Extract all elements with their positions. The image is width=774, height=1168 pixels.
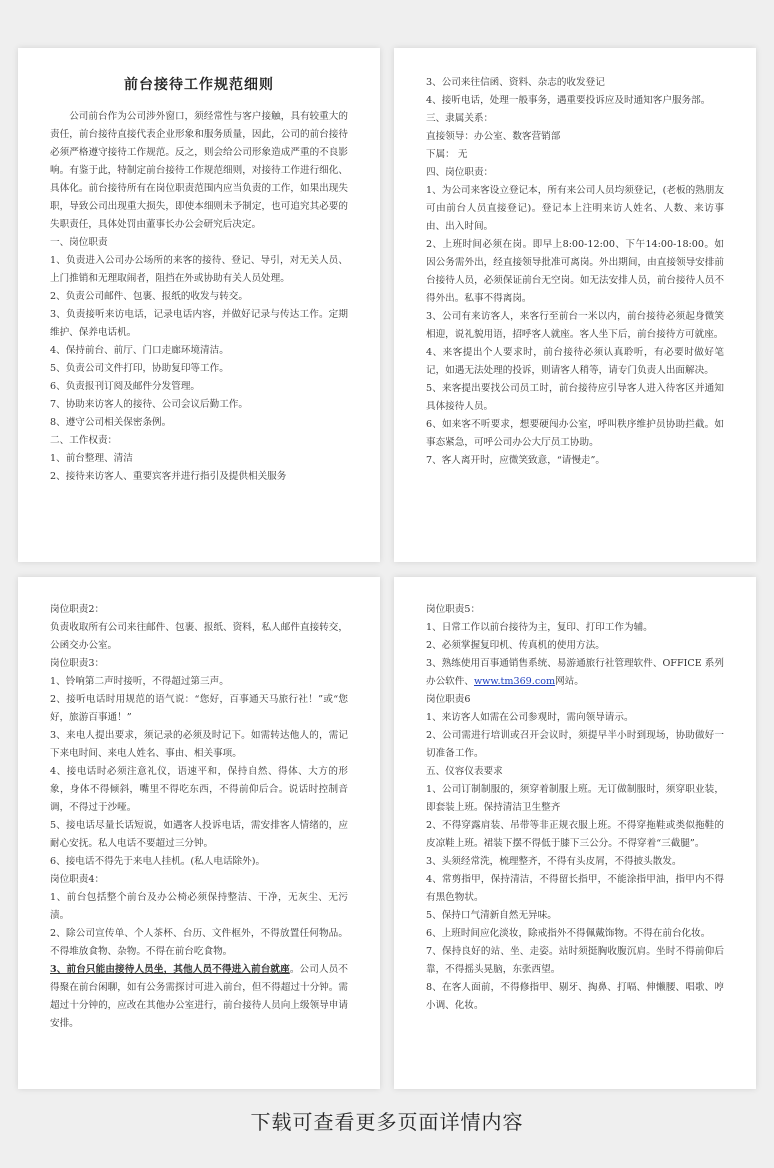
text-line: 1、铃响第二声时接听，不得超过第三声。 [50, 676, 229, 687]
text-line: 2、除公司宣传单、个人茶杯、台历、文件框外，不得放置任何物品。不得堆放食物、杂物。不得在前台吃食物。 [50, 928, 348, 957]
text-line: 岗位职责2： [50, 604, 105, 615]
text-line: 负责收取所有公司来往邮件、包裹、报纸、资料，私人邮件直接转交，公函交办公室。 [50, 622, 348, 651]
text-line: 4、保持前台、前厅、门口走廊环境清洁。 [50, 345, 229, 356]
software-skill-end: 网站。 [555, 676, 584, 687]
text-line: 7、保持良好的站、坐、走姿。站时须挺胸收腹沉肩。坐时不得前仰后靠，不得摇头晃脑，东张西望。 [426, 946, 724, 975]
text-line: 岗位职责4： [50, 874, 105, 885]
text-line: 7、协助来访客人的接待、公司会议后勤工作。 [50, 399, 248, 410]
text-line: 6、接电话不得先于来电人挂机。(私人电话除外)。 [50, 856, 266, 867]
text-line: 8、遵守公司相关保密条例。 [50, 417, 172, 428]
rule-continuation: 。公司人员不得聚在前台闲聊，如有公务需探讨可进入前台，但不得超过十分钟。需超过十分钟的，应改在其他办公室进行，前台接待人员向上级领导申请安排。 [50, 964, 348, 1029]
text-line: 岗位职责6 [426, 694, 471, 705]
text-line: 2、负责公司邮件、包裹、报纸的收发与转交。 [50, 291, 248, 302]
page-3-lines [50, 601, 348, 961]
front-desk-seating-rule [50, 961, 348, 1033]
text-line: 5、负责公司文件打印，协助复印等工作。 [50, 363, 229, 374]
text-line: 7、客人离开时，应微笑致意，“请慢走”。 [426, 455, 606, 466]
page-2-lines [426, 74, 724, 470]
page-1-lines [50, 234, 348, 486]
text-line: 5、来客提出要找公司员工时，前台接待应引导客人进入待客区并通知具体接待人员。 [426, 383, 724, 412]
text-line: 1、来访客人如需在公司参观时，需向领导请示。 [426, 712, 634, 723]
text-line: 1、前台整理、清洁 [50, 453, 133, 464]
text-line: 1、公司订制制服的，须穿着制服上班。无订做制服时，须穿职业装，即套装上班。保持清洁卫生整齐 [426, 784, 724, 813]
text-line: 2、不得穿露肩装、吊带等非正规衣服上班。不得穿拖鞋或类似拖鞋的皮凉鞋上班。裙装下摆不得低于膝下三公分。不得穿着“三截腿”。 [426, 820, 724, 849]
text-line: 3、来电人提出要求，须记录的必须及时记下。如需转达他人的，需记下来电时间、来电人姓名、事由、相关事项。 [50, 730, 348, 759]
document-page-2 [394, 48, 756, 562]
underlined-rule: 3、前台只能由接待人员坐，其他人员不得进入前台就座 [50, 964, 290, 975]
intro-paragraph: 公司前台作为公司涉外窗口，须经常性与客户接触，具有较重大的责任，前台接待直接代表企业形象和服务质量，因此，公司的前台接待必须严格遵守接待工作规范。反之，则会给公司形象造成严重的不良影响。有鉴于此，特制定前台接待工作规范细则，对接待工作进行细化、具体化。前台接待所有在岗位职责范围内应当负责的工作，如果出现失职，导致公司出现重大损失，即使本细则未予制定，也可追究其必要的失职责任，具体处罚由董事长办公会研究后决定。 [50, 111, 348, 230]
document-title: 前台接待工作规范细则 [124, 77, 274, 93]
text-line: 1、为公司来客设立登记本，所有来公司人员均须登记，(老板的熟朋友可由前台人员直接登记)。登记本上注明来访人姓名、人数、来访事由、出入时间。 [426, 185, 724, 232]
text-line: 4、常剪指甲，保持清洁，不得留长指甲，不能涂指甲油，指甲内不得有黑色物状。 [426, 874, 724, 903]
text-line: 岗位职责5： [426, 604, 481, 615]
software-skill-text: 3、熟练使用百事通销售系统、易游通旅行社管理软件、OFFICE 系列办公软件、 [426, 658, 724, 687]
website-link[interactable]: www.tm369.com [473, 676, 556, 687]
document-page-3 [18, 577, 380, 1089]
text-line: 五、仪容仪表要求 [426, 766, 503, 777]
text-line: 一、岗位职责 [50, 237, 108, 248]
text-line: 2、上班时间必须在岗。即早上8:00-12:00、下午14:00-18:00。如因公务需外出，经直接领导批准可离岗。外出期间，由直接领导安排前台接待人员，必须保证前台无空岗。如无法安排人员，前台接待人员不得外出。私事不得离岗。 [426, 239, 724, 304]
text-line: 2、必须掌握复印机、传真机的使用方法。 [426, 640, 605, 651]
document-page-4 [394, 577, 756, 1089]
text-line: 2、接待来访客人、重要宾客并进行指引及提供相关服务 [50, 471, 287, 482]
text-line: 6、如来客不听要求，想要硬闯办公室，呼叫秩序维护员协助拦截。如事态紧急，可呼公司办公大厅员工协助。 [426, 419, 724, 448]
text-line: 1、日常工作以前台接待为主，复印、打印工作为辅。 [426, 622, 653, 633]
text-line: 6、上班时间应化淡妆，除戒指外不得佩戴饰物。不得在前台化妆。 [426, 928, 711, 939]
text-line: 3、负责接听来访电话，记录电话内容，并做好记录与传达工作。定期维护、保养电话机。 [50, 309, 348, 338]
text-line: 5、保持口气清新自然无异味。 [426, 910, 557, 921]
text-line: 岗位职责3： [50, 658, 105, 669]
text-line: 4、接电话时必须注意礼仪，语速平和，保持自然、得体、大方的形象，身体不得倾斜，嘴里不得吃东西，不得前仰后合。说话时控制音调，不得过于沙哑。 [50, 766, 348, 813]
text-line: 2、接听电话时用规范的语气说：“您好，百事通天马旅行社！”或“您好，旅游百事通！” [50, 694, 348, 723]
text-line: 4、接听电话，处理一般事务，遇重要投诉应及时通知客户服务部。 [426, 95, 711, 106]
text-line: 1、前台包括整个前台及办公椅必须保持整洁、干净，无灰尘、无污渍。 [50, 892, 348, 921]
text-line: 3、公司来往信函、资料、杂志的收发登记 [426, 77, 605, 88]
page-4-lines-b [426, 691, 724, 1015]
text-line: 3、头须经常洗，梳理整齐，不得有头皮屑，不得披头散发。 [426, 856, 682, 867]
text-line: 四、岗位职责： [426, 167, 494, 178]
text-line: 下属： 无 [426, 149, 468, 160]
text-line: 二、工作权责： [50, 435, 118, 446]
text-line: 直接领导：办公室、数客营销部 [426, 131, 561, 142]
text-line: 1、负责进入公司办公场所的来客的接待、登记、导引，对无关人员、上门推销和无理取闹者，阻挡在外或协助有关人员处理。 [50, 255, 348, 284]
text-line: 3、公司有来访客人，来客行至前台一米以内，前台接待必须起身微笑相迎，说礼貌用语，招呼客人就座。客人坐下后，前台接待方可就座。 [426, 311, 724, 340]
text-line: 5、接电话尽量长话短说，如遇客人投诉电话，需安排客人情绪的，应耐心安抚。私人电话不要超过三分钟。 [50, 820, 348, 849]
download-prompt[interactable]: 下载可查看更多页面详情内容 [250, 1110, 524, 1134]
document-page-1 [18, 48, 380, 562]
text-line: 8、在客人面前，不得修指甲、剔牙、掏鼻、打嗝、伸懒腰、唱歌、哼小调、化妆。 [426, 982, 724, 1011]
page-4-lines-a [426, 601, 724, 655]
text-line: 4、来客提出个人要求时，前台接待必须认真聆听，有必要时做好笔记，如遇无法处理的投诉，则请客人稍等，请专门负责人出面解决。 [426, 347, 724, 376]
software-skill-item [426, 655, 724, 691]
text-line: 三、隶属关系： [426, 113, 494, 124]
text-line: 2、公司需进行培训或召开会议时，须提早半小时到现场，协助做好一切准备工作。 [426, 730, 724, 759]
text-line: 6、负责报刊订阅及邮件分发管理。 [50, 381, 201, 392]
